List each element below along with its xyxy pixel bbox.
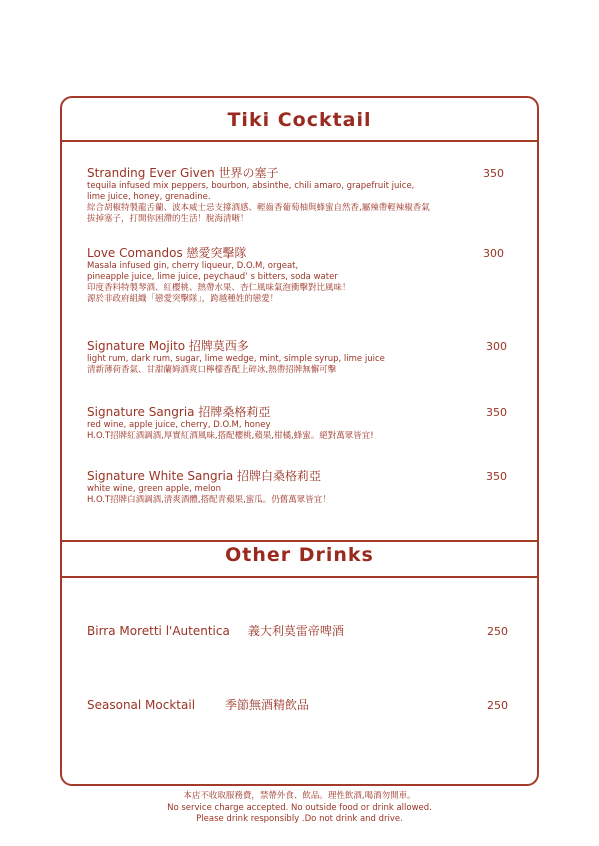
footer-line: 本店不收取服務費，禁帶外食、飲品。理性飲酒,喝酒勿開車。 xyxy=(183,791,416,801)
item-zh-line: 拔掉塞子，打開你困滯的生活！脫海清晰！ xyxy=(87,214,249,224)
item-price: 350 xyxy=(486,406,507,419)
footer-notice xyxy=(0,791,599,826)
menu-item-signature-mojito xyxy=(87,339,517,376)
item-desc-line: tequila infused mix peppers, bourbon, absinthe, chili amaro, grapefruit juice, xyxy=(87,181,415,191)
item-name: Birra Moretti l'Autentica xyxy=(87,624,230,638)
other-drinks-heading: Other Drinks xyxy=(225,544,374,566)
item-zh-line: H.O.T招牌白酒調酒,清爽酒體,搭配青蘋果,蜜瓜。仍舊萬眾皆宜！ xyxy=(87,495,331,505)
item-zh-line: 源於非政府組織「戀愛突擊隊」，跨越種姓的戀愛！ xyxy=(87,294,279,304)
menu-item-birra-moretti xyxy=(87,624,517,639)
item-price: 350 xyxy=(486,470,507,483)
item-price: 250 xyxy=(487,625,508,638)
item-zh-line: 綜合胡椒特製龍舌蘭、波本威士忌支撐酒感、輕齒香葡萄柚與蜂蜜自然香,屬辣帶輕辣椒香氣 xyxy=(87,203,430,213)
menu-item-seasonal-mocktail xyxy=(87,698,517,713)
menu-frame xyxy=(60,96,539,786)
item-name: Stranding Ever Given 世界の塞子 xyxy=(87,166,279,180)
footer-line: Please drink responsibly .Do not drink and drive. xyxy=(196,814,403,824)
item-price: 250 xyxy=(487,699,508,712)
item-price: 300 xyxy=(486,340,507,353)
item-name: Signature Sangria 招牌桑格莉亞 xyxy=(87,405,271,419)
item-name: Seasonal Mocktail xyxy=(87,698,196,712)
tiki-cocktail-heading: Tiki Cocktail xyxy=(227,109,372,131)
item-zh-name: 季節無酒精飲品 xyxy=(225,698,310,712)
item-desc-line: lime juice, honey, grenadine. xyxy=(87,192,211,202)
menu-item-stranding xyxy=(87,166,517,225)
item-name: Signature Mojito 招牌莫西多 xyxy=(87,339,249,353)
footer-line: No service charge accepted. No outside food or drink allowed. xyxy=(167,802,432,813)
divider-lower xyxy=(62,576,537,578)
item-desc-line: Masala infused gin, cherry liqueur, D.O.M, orgeat, xyxy=(87,261,299,271)
item-zh-line: H.O.T招牌紅酒調酒,厚實紅酒風味,搭配櫻桃,蘋果,柑橘,蜂蜜。絕對萬眾皆宜! xyxy=(87,431,374,441)
divider-top xyxy=(62,140,537,142)
item-desc-line: light rum, dark rum, sugar, lime wedge, mint, simple syrup, lime juice xyxy=(87,354,385,364)
item-zh-line: 印度香料特製琴酒、紅櫻桃、熱帶水果、杏仁風味氣泡衝擊對比風味！ xyxy=(87,283,351,293)
divider-middle xyxy=(62,540,537,542)
item-price: 300 xyxy=(483,247,504,260)
item-zh-name: 義大利莫雷帝啤酒 xyxy=(247,624,344,638)
item-desc-line: red wine, apple juice, cherry, D.O.M, honey xyxy=(87,420,271,430)
item-name: Love Comandos 戀愛突擊隊 xyxy=(87,246,247,260)
menu-item-signature-white-sangria xyxy=(87,469,517,506)
item-price: 350 xyxy=(483,167,504,180)
item-zh-line: 清新薄荷香氣、甘甜蘭姆酒爽口檸檬香配上碎冰,熱帶招牌無懈可擊 xyxy=(87,365,337,375)
item-desc-line: pineapple juice, lime juice, peychaud’ s bitters, soda water xyxy=(87,272,338,282)
menu-item-love-comandos xyxy=(87,246,517,305)
item-name: Signature White Sangria 招牌白桑格莉亞 xyxy=(87,469,322,483)
item-desc-line: white wine, green apple, melon xyxy=(87,484,222,494)
menu-item-signature-sangria xyxy=(87,405,517,442)
